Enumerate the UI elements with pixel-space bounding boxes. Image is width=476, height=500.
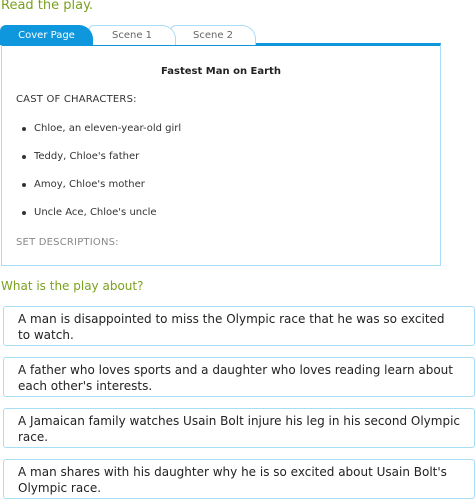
- answer-choice-2[interactable]: A father who loves sports and a daughter who loves reading learn about each other's interests.: [3, 357, 475, 397]
- answer-choice-3[interactable]: A Jamaican family watches Usain Bolt injure his leg in his second Olympic race.: [3, 408, 475, 448]
- list-item: [22, 151, 181, 179]
- list-item: [22, 179, 181, 207]
- cast-item-text: Teddy, Chloe's father: [34, 151, 140, 162]
- tab-cover-page[interactable]: Cover Page: [0, 25, 93, 45]
- list-item: [22, 123, 181, 151]
- list-item: [22, 207, 181, 235]
- question-text: What is the play about?: [1, 279, 144, 293]
- answer-choice-4[interactable]: A man shares with his daughter why he is so excited about Usain Bolt's Olympic race.: [3, 459, 475, 499]
- instruction-text: Read the play.: [1, 0, 94, 13]
- answer-choice-1[interactable]: A man is disappointed to miss the Olympic race that he was so excited to watch.: [3, 306, 475, 346]
- cast-item-text: Uncle Ace, Chloe's uncle: [34, 207, 157, 218]
- tab-bar: [0, 25, 443, 45]
- play-panel: [1, 43, 441, 266]
- bullet-icon: [22, 211, 26, 215]
- play-title: Fastest Man on Earth: [161, 66, 281, 77]
- tab-scene-1[interactable]: Scene 1: [88, 25, 176, 45]
- bullet-icon: [22, 127, 26, 131]
- bullet-icon: [22, 183, 26, 187]
- cast-heading: CAST OF CHARACTERS:: [16, 94, 137, 105]
- cast-list: [22, 123, 181, 235]
- cast-item-text: Amoy, Chloe's mother: [34, 179, 145, 190]
- bullet-icon: [22, 155, 26, 159]
- tab-scene-2[interactable]: Scene 2: [170, 25, 256, 45]
- set-descriptions-heading: SET DESCRIPTIONS:: [16, 237, 119, 248]
- cast-item-text: Chloe, an eleven-year-old girl: [34, 123, 182, 134]
